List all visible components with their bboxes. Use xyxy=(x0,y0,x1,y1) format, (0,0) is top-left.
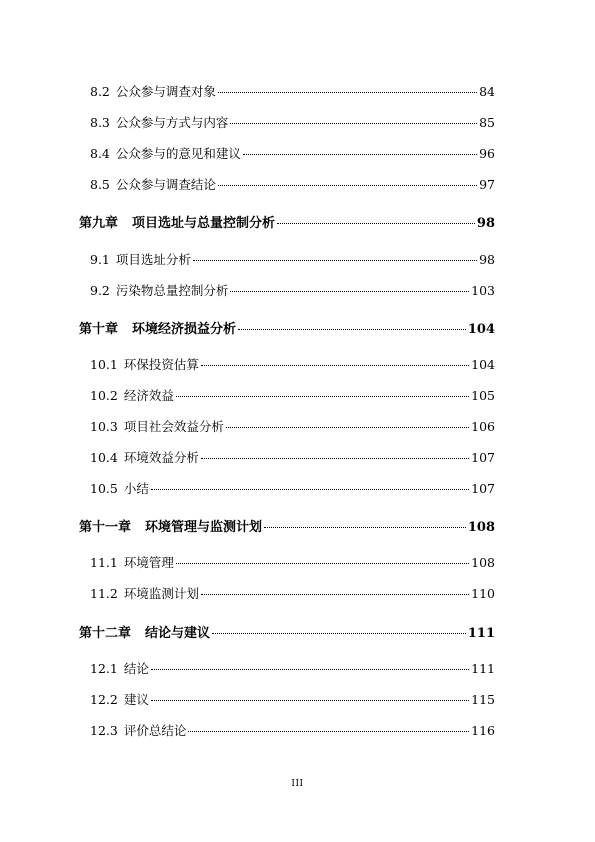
toc-entry-number: 12.3 xyxy=(90,723,118,738)
toc-entry-number: 10.4 xyxy=(90,450,118,465)
dot-leader xyxy=(230,290,469,292)
toc-entry-title: 结论 xyxy=(123,661,149,676)
toc-chapter-title: 环境经济损益分析 xyxy=(132,322,237,337)
dot-leader xyxy=(151,699,469,701)
toc-entry-12-3[interactable] xyxy=(90,721,495,739)
toc-entry-10-3[interactable] xyxy=(90,417,495,435)
toc-entry-12-2[interactable] xyxy=(90,690,495,708)
toc-entry-number: 8.3 xyxy=(90,115,110,130)
page-footer-number: III xyxy=(291,779,304,789)
toc-entry-title: 环境管理 xyxy=(123,555,174,570)
toc-entry-11-1[interactable] xyxy=(90,553,495,571)
toc-entry-page: 97 xyxy=(479,177,495,192)
dot-leader xyxy=(201,457,469,459)
toc-entry-title: 环境效益分析 xyxy=(123,450,199,465)
toc-entry-10-1[interactable] xyxy=(90,355,495,373)
dot-leader xyxy=(151,668,469,670)
toc-entry-number: 10.3 xyxy=(90,419,118,434)
toc-entry-9-1[interactable] xyxy=(90,250,495,268)
dot-leader xyxy=(176,562,469,564)
toc-entry-title: 环境监测计划 xyxy=(123,586,199,601)
dot-leader xyxy=(151,488,469,490)
toc-entry-title: 公众参与的意见和建议 xyxy=(115,146,241,161)
toc-chapter-12[interactable] xyxy=(79,622,495,641)
toc-entry-number: 9.1 xyxy=(90,252,110,267)
toc-entry-title: 环保投资估算 xyxy=(123,357,199,372)
toc-entry-page: 107 xyxy=(471,450,495,465)
toc-entry-title: 小结 xyxy=(123,481,149,496)
toc-chapter-title: 环境管理与监测计划 xyxy=(145,520,263,535)
dot-leader xyxy=(201,593,469,595)
toc-entry-title: 项目社会效益分析 xyxy=(123,419,224,434)
toc-entry-title: 污染物总量控制分析 xyxy=(115,283,229,298)
toc-entry-8-2[interactable] xyxy=(90,82,495,100)
toc-entry-number: 8.4 xyxy=(90,146,110,161)
toc-chapter-page: 98 xyxy=(476,216,495,231)
toc-entry-11-2[interactable] xyxy=(90,584,495,602)
toc-entry-10-5[interactable] xyxy=(90,479,495,497)
toc-entry-page: 98 xyxy=(479,252,495,267)
toc-entry-number: 11.2 xyxy=(90,586,118,601)
dot-leader xyxy=(218,91,477,93)
toc-chapter-page: 104 xyxy=(467,322,495,337)
toc-chapter-11[interactable] xyxy=(79,516,495,535)
toc-entry-number: 10.5 xyxy=(90,481,118,496)
toc-entry-page: 116 xyxy=(471,723,495,738)
toc-entry-title: 项目选址分析 xyxy=(115,252,191,267)
toc-entry-page: 110 xyxy=(471,586,495,601)
toc-chapter-title: 结论与建议 xyxy=(145,626,211,641)
toc-entry-8-4[interactable] xyxy=(90,144,495,162)
dot-leader xyxy=(238,328,466,330)
toc-entry-10-4[interactable] xyxy=(90,448,495,466)
toc-entry-title: 经济效益 xyxy=(123,388,174,403)
toc-chapter-page: 108 xyxy=(467,520,495,535)
toc-entry-10-2[interactable] xyxy=(90,386,495,404)
toc-entry-page: 107 xyxy=(471,481,495,496)
toc-entry-page: 115 xyxy=(471,692,495,707)
toc-chapter-title: 项目选址与总量控制分析 xyxy=(132,216,276,231)
toc-entry-title: 建议 xyxy=(123,692,149,707)
dot-leader xyxy=(264,526,466,528)
toc-entry-8-3[interactable] xyxy=(90,113,495,131)
toc-entry-page: 111 xyxy=(471,661,495,676)
dot-leader xyxy=(193,259,477,261)
toc-entry-page: 105 xyxy=(471,388,495,403)
toc-chapter-number: 第九章 xyxy=(79,216,119,231)
dot-leader xyxy=(188,730,469,732)
toc-entry-page: 96 xyxy=(479,146,495,161)
dot-leader xyxy=(243,153,477,155)
toc-entry-page: 108 xyxy=(471,555,495,570)
toc-entry-page: 104 xyxy=(471,357,495,372)
toc-entry-title: 评价总结论 xyxy=(123,723,187,738)
dot-leader xyxy=(230,122,477,124)
toc-entry-number: 8.2 xyxy=(90,84,110,99)
dot-leader xyxy=(201,364,469,366)
toc-entry-number: 8.5 xyxy=(90,177,110,192)
toc-entry-page: 106 xyxy=(471,419,495,434)
toc-entry-number: 11.1 xyxy=(90,555,118,570)
toc-entry-number: 10.1 xyxy=(90,357,118,372)
dot-leader xyxy=(218,184,477,186)
dot-leader xyxy=(176,395,469,397)
toc-entry-8-5[interactable] xyxy=(90,175,495,193)
toc-chapter-page: 111 xyxy=(467,626,495,641)
toc-entry-9-2[interactable] xyxy=(90,281,495,299)
toc-entry-page: 103 xyxy=(471,283,495,298)
toc-chapter-number: 第十二章 xyxy=(79,626,132,641)
toc-entry-number: 12.2 xyxy=(90,692,118,707)
toc-entry-title: 公众参与方式与内容 xyxy=(115,115,229,130)
toc-entry-number: 9.2 xyxy=(90,283,110,298)
toc-chapter-9[interactable] xyxy=(79,212,495,231)
toc-entry-12-1[interactable] xyxy=(90,659,495,677)
toc-chapter-number: 第十章 xyxy=(79,322,119,337)
dot-leader xyxy=(226,426,469,428)
toc-entry-number: 10.2 xyxy=(90,388,118,403)
toc-entry-page: 84 xyxy=(479,84,495,99)
toc-chapter-10[interactable] xyxy=(79,318,495,337)
toc-entry-title: 公众参与调查结论 xyxy=(115,177,216,192)
toc-chapter-number: 第十一章 xyxy=(79,520,132,535)
toc-entry-number: 12.1 xyxy=(90,661,118,676)
toc-entry-title: 公众参与调查对象 xyxy=(115,84,216,99)
dot-leader xyxy=(212,632,466,634)
dot-leader xyxy=(277,222,475,224)
toc-entry-page: 85 xyxy=(479,115,495,130)
